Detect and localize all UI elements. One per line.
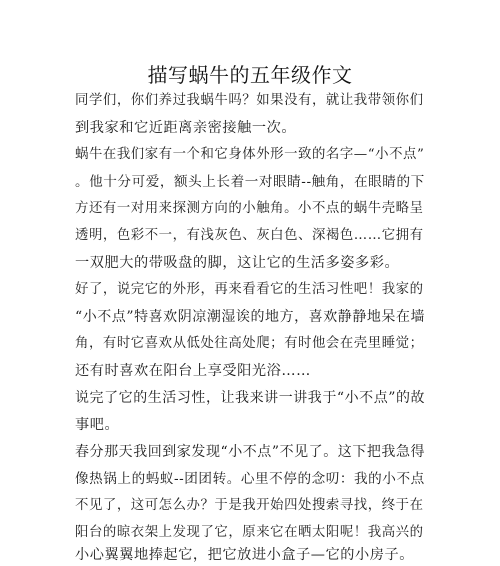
paragraph-line: 角，有时它喜欢从低处往高处爬；有时他会在壳里睡觉；	[75, 336, 424, 351]
paragraph-line: 透明，色彩不一，有浅灰色、灰白色、深褐色……它拥有	[75, 228, 424, 243]
paragraph-line: 一双肥大的带吸盘的脚，这让它的生活多姿多彩。	[75, 255, 400, 271]
paragraph-line: 同学们，你们养过我蜗牛吗？如果没有，就让我带领你们	[75, 93, 424, 108]
paragraph-line: “小不点”特喜欢阴凉潮湿诶的地方，喜欢静静地呆在墙	[75, 309, 426, 325]
paragraph-line: 事吧。	[75, 417, 120, 433]
paragraph-line: 像热锅上的蚂蚁--团团转。心里不停的念叨：我的小不点	[75, 471, 425, 487]
paragraph-line: 蜗牛在我们家有一个和它身体外形一致的名字—“小不点”	[75, 147, 425, 162]
paragraph-line: 还有时喜欢在阳台上享受阳光浴……	[75, 363, 311, 379]
paragraph-line: 春分那天我回到家发现“小不点”不见了。这下把我急得	[75, 444, 426, 460]
paragraph-line: 小心翼翼地捧起它，把它放进小盒子—它的小房子。	[75, 547, 414, 563]
paragraph-line: 阳台的晾衣架上发现了它，原来它在晒太阳呢！我高兴的	[75, 525, 424, 540]
document-title: 描写蜗牛的五年级作文	[147, 63, 353, 87]
paragraph-line: 到我家和它近距离亲密接触一次。	[75, 120, 297, 136]
paragraph-line: 不见了，这可怎么办？于是我开始四处搜索寻找，终于在	[75, 498, 424, 513]
paragraph-line: 说完了它的生活习性，让我来讲一讲我于“小不点”的故	[75, 390, 426, 406]
paragraph-line: 。他十分可爱，额头上长着一对眼睛--触角，在眼睛的下	[75, 174, 425, 190]
paragraph-line: 好了，说完它的外形，再来看看它的生活习性吧！我家的	[75, 282, 424, 297]
paragraph-line: 方还有一对用来探测方向的小触角。小不点的蜗牛壳略呈	[75, 201, 424, 216]
